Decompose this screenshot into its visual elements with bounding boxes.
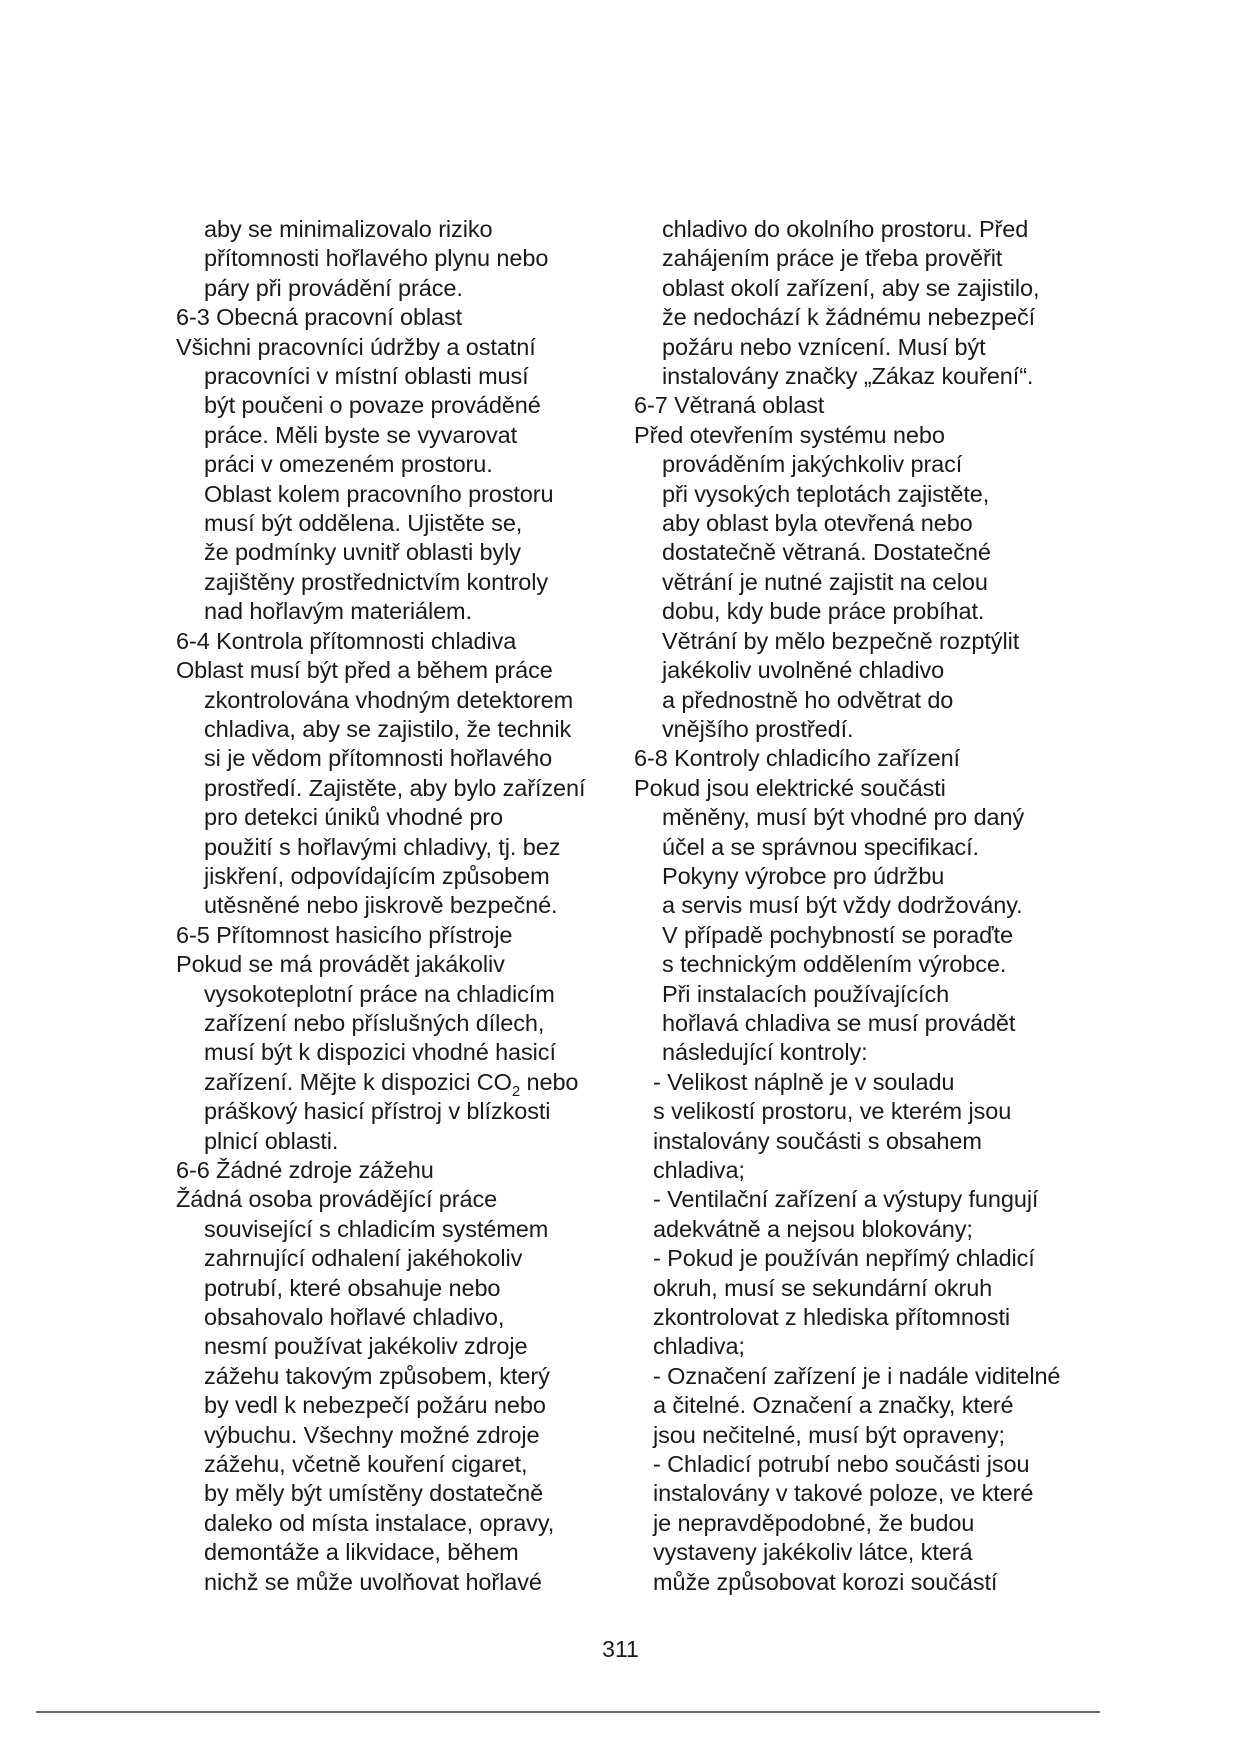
text-line: a čitelné. Označení a značky, které bbox=[653, 1392, 1014, 1419]
list-item: - Pokud je používán nepřímý chladicí bbox=[653, 1245, 1035, 1272]
text-line: by měly být umístěny dostatečně bbox=[204, 1480, 544, 1507]
text-line: instalovány součásti s obsahem bbox=[653, 1127, 982, 1154]
text-line: Oblast musí být před a během práce bbox=[176, 657, 553, 684]
text-line: že podmínky uvnitř oblasti byly bbox=[204, 539, 521, 566]
text-line: by vedl k nebezpečí požáru nebo bbox=[204, 1392, 546, 1419]
co2-text-before: zařízení. Mějte k dispozici CO bbox=[204, 1068, 512, 1095]
text-line: jiskření, odpovídajícím způsobem bbox=[204, 862, 550, 889]
text-line: vnějšího prostředí. bbox=[662, 715, 854, 742]
text-line: hořlavá chladiva se musí provádět bbox=[662, 1009, 1016, 1036]
text-line: V případě pochybností se poraďte bbox=[662, 921, 1013, 948]
text-line: Pokud se má provádět jakákoliv bbox=[176, 951, 505, 978]
list-item: - Chladicí potrubí nebo součásti jsou bbox=[653, 1451, 1030, 1478]
text-line: instalovány značky „Zákaz kouření“. bbox=[662, 363, 1034, 390]
text-line: následující kontroly: bbox=[662, 1039, 868, 1066]
text-line: být poučeni o povaze prováděné bbox=[204, 392, 541, 419]
text-line: Před otevřením systému nebo bbox=[634, 421, 945, 448]
text-line: zahrnující odhalení jakéhokoliv bbox=[204, 1245, 523, 1272]
section-heading-6-5: 6-5 Přítomnost hasicího přístroje bbox=[176, 921, 513, 948]
text-line: Při instalacích používajících bbox=[662, 980, 950, 1007]
text-line: musí být oddělena. Ujistěte se, bbox=[204, 510, 523, 537]
list-item: - Velikost náplně je v souladu bbox=[653, 1068, 955, 1095]
text-line: a servis musí být vždy dodržovány. bbox=[662, 892, 1023, 919]
text-line: použití s hořlavými chladivy, tj. bez bbox=[204, 833, 561, 860]
text-line: je nepravděpodobné, že budou bbox=[653, 1509, 975, 1536]
text-line: chladiva; bbox=[653, 1157, 745, 1183]
right-column bbox=[634, 215, 1104, 1597]
text-line: si je vědom přítomnosti hořlavého bbox=[204, 745, 553, 772]
text-line: oblast okolí zařízení, aby se zajistilo, bbox=[662, 274, 1040, 301]
text-line: Pokyny výrobce pro údržbu bbox=[662, 862, 945, 889]
text-line: přítomnosti hořlavého plynu nebo bbox=[204, 245, 549, 272]
text-line: může způsobovat korozi součástí bbox=[653, 1568, 998, 1595]
text-line: Oblast kolem pracovního prostoru bbox=[204, 480, 554, 507]
text-line: s velikostí prostoru, ve kterém jsou bbox=[653, 1098, 1012, 1125]
section-heading-6-7: 6-7 Větraná oblast bbox=[634, 392, 825, 419]
text-line: zážehu, včetně kouření cigaret, bbox=[204, 1451, 528, 1478]
text-line: nesmí používat jakékoliv zdroje bbox=[204, 1333, 528, 1360]
text-line: jakékoliv uvolněné chladivo bbox=[662, 657, 945, 684]
text-line: chladiva; bbox=[653, 1333, 745, 1360]
text-line: nichž se může uvolňovat hořlavé bbox=[204, 1568, 542, 1595]
text-line: zařízení nebo příslušných dílech, bbox=[204, 1009, 545, 1036]
text-line: účel a se správnou specifikací. bbox=[662, 833, 979, 860]
section-heading-6-8: 6-8 Kontroly chladicího zařízení bbox=[634, 745, 960, 772]
page-number: 311 bbox=[602, 1636, 639, 1662]
text-line: prostředí. Zajistěte, aby bylo zařízení bbox=[204, 774, 586, 801]
text-line: potrubí, které obsahuje nebo bbox=[204, 1274, 501, 1301]
text-line: Žádná osoba provádějící práce bbox=[176, 1186, 498, 1213]
text-line: požáru nebo vznícení. Musí být bbox=[662, 333, 986, 360]
text-line: dobu, kdy bude práce probíhat. bbox=[662, 598, 985, 625]
text-line: zajištěny prostřednictvím kontroly bbox=[204, 568, 549, 595]
left-column bbox=[176, 215, 646, 1597]
text-line: obsahovalo hořlavé chladivo, bbox=[204, 1304, 505, 1331]
text-line: vystaveny jakékoliv látce, která bbox=[653, 1539, 973, 1566]
co2-subscript: 2 bbox=[511, 1082, 521, 1100]
text-line: dostatečně větraná. Dostatečné bbox=[662, 539, 991, 566]
text-line: jsou nečitelné, musí být opraveny; bbox=[653, 1421, 1005, 1448]
text-line: práce. Měli byste se vyvarovat bbox=[204, 421, 518, 448]
text-line: zahájením práce je třeba prověřit bbox=[662, 245, 1003, 272]
text-line: Pokud jsou elektrické součásti bbox=[634, 774, 946, 801]
text-line: utěsněné nebo jiskrově bezpečné. bbox=[204, 892, 558, 919]
text-line: aby oblast byla otevřená nebo bbox=[662, 510, 973, 537]
text-line: musí být k dispozici vhodné hasicí bbox=[204, 1039, 556, 1066]
text-line: chladiva, aby se zajistilo, že technik bbox=[204, 715, 572, 742]
text-line: Větrání by mělo bezpečně rozptýlit bbox=[662, 627, 1020, 654]
text-line: zážehu takovým způsobem, který bbox=[204, 1362, 550, 1389]
text-line: pracovníci v místní oblasti musí bbox=[204, 363, 529, 390]
text-line: vysokoteplotní práce na chladicím bbox=[204, 980, 555, 1007]
text-line: okruh, musí se sekundární okruh bbox=[653, 1274, 993, 1301]
text-line: práci v omezeném prostoru. bbox=[204, 451, 493, 478]
text-line: prováděním jakýchkoliv prací bbox=[662, 451, 963, 478]
text-line: páry při provádění práce. bbox=[204, 274, 463, 301]
co2-text-after: nebo bbox=[520, 1068, 579, 1095]
text-line: aby se minimalizovalo riziko bbox=[204, 216, 493, 242]
section-heading-6-3: 6-3 Obecná pracovní oblast bbox=[176, 304, 463, 331]
text-line: zkontrolována vhodným detektorem bbox=[204, 686, 574, 713]
section-heading-6-4: 6-4 Kontrola přítomnosti chladiva bbox=[176, 627, 517, 654]
text-line: práškový hasicí přístroj v blízkosti bbox=[204, 1098, 551, 1125]
text-line: měněny, musí být vhodné pro daný bbox=[662, 804, 1025, 831]
text-line: pro detekci úniků vhodné pro bbox=[204, 804, 503, 831]
list-item: - Označení zařízení je i nadále viditelné bbox=[653, 1362, 1061, 1389]
text-line: plnicí oblasti. bbox=[204, 1127, 339, 1154]
footer-rule bbox=[36, 1711, 1100, 1713]
text-line-co2 bbox=[176, 1068, 646, 1100]
text-line: adekvátně a nejsou blokovány; bbox=[653, 1215, 973, 1242]
list-item: - Ventilační zařízení a výstupy fungují bbox=[653, 1186, 1039, 1213]
text-line: s technickým oddělením výrobce. bbox=[662, 951, 1007, 978]
text-line: větrání je nutné zajistit na celou bbox=[662, 568, 988, 595]
text-line: zkontrolovat z hlediska přítomnosti bbox=[653, 1304, 1010, 1331]
text-line: instalovány v takové poloze, ve které bbox=[653, 1480, 1034, 1507]
text-line: a přednostně ho odvětrat do bbox=[662, 686, 954, 713]
text-line: nad hořlavým materiálem. bbox=[204, 598, 472, 625]
section-heading-6-6: 6-6 Žádné zdroje zážehu bbox=[176, 1157, 434, 1183]
text-line: demontáže a likvidace, během bbox=[204, 1539, 519, 1566]
text-line: Všichni pracovníci údržby a ostatní bbox=[176, 333, 536, 360]
text-line: chladivo do okolního prostoru. Před bbox=[662, 216, 1029, 242]
text-line: při vysokých teplotách zajistěte, bbox=[662, 480, 990, 507]
text-line: výbuchu. Všechny možné zdroje bbox=[204, 1421, 540, 1448]
text-line: daleko od místa instalace, opravy, bbox=[204, 1509, 555, 1536]
text-line: že nedochází k žádnému nebezpečí bbox=[662, 304, 1036, 331]
text-line: související s chladicím systémem bbox=[204, 1215, 549, 1242]
